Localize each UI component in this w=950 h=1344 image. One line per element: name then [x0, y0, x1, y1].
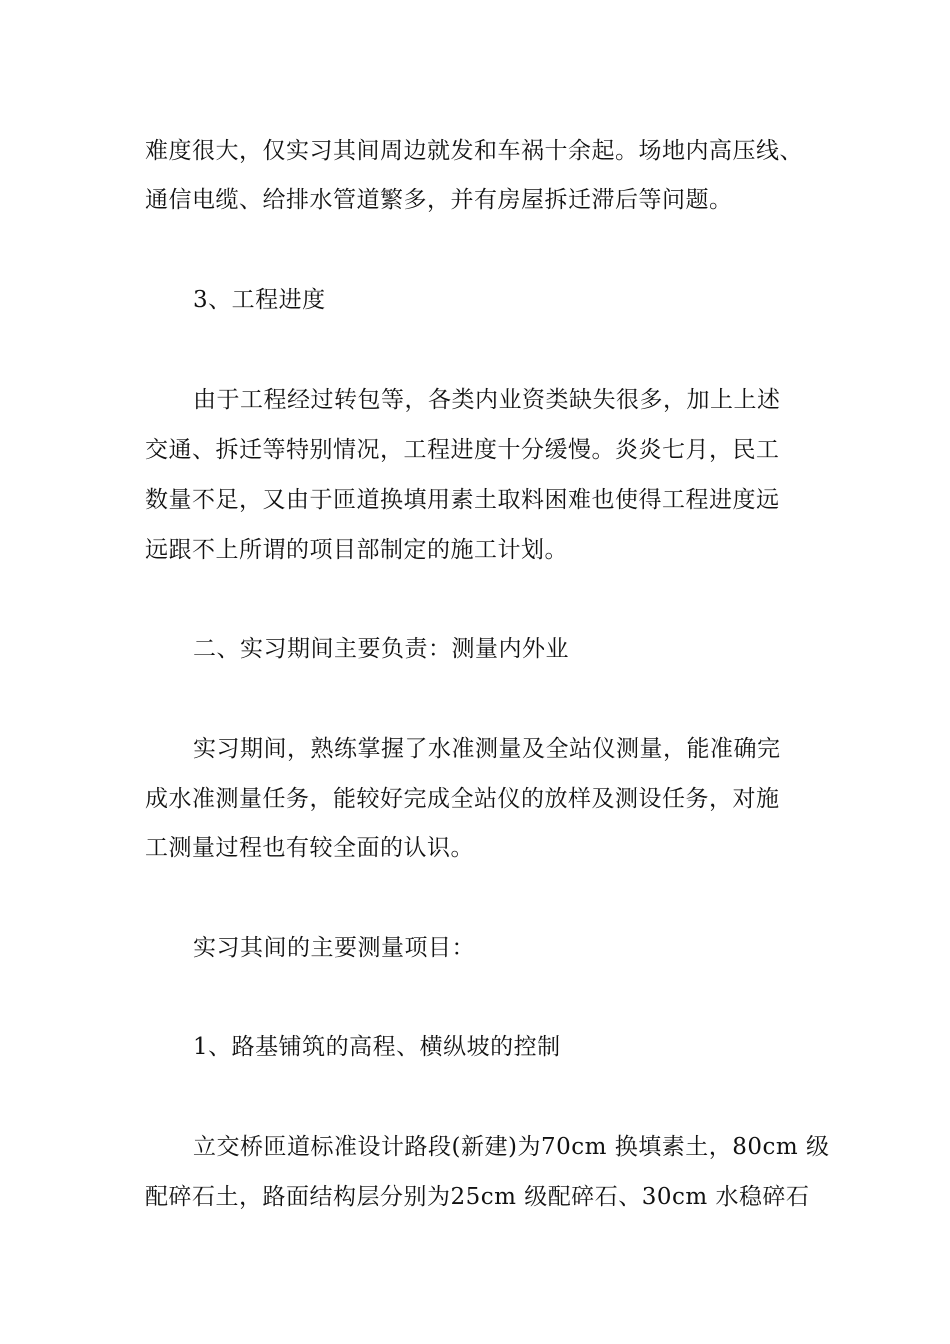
- section-heading: 二、实习期间主要负责：测量内外业: [193, 636, 569, 662]
- paragraph-line: 由于工程经过转包等，各类内业资类缺失很多，加上上述: [193, 387, 781, 413]
- paragraph-line: 配碎石土，路面结构层分别为25cm 级配碎石、30cm 水稳碎石: [145, 1184, 810, 1210]
- paragraph-line: 成水准测量任务，能较好完成全站仪的放样及测设任务，对施: [145, 786, 780, 812]
- section-heading: 1、路基铺筑的高程、横纵坡的控制: [193, 1034, 561, 1060]
- paragraph-line: 远跟不上所谓的项目部制定的施工计划。: [145, 537, 568, 563]
- paragraph-line: 交通、拆迁等特别情况，工程进度十分缓慢。炎炎七月，民工: [145, 437, 780, 463]
- paragraph-line: 立交桥匝道标准设计路段(新建)为70cm 换填素土，80cm 级: [193, 1134, 830, 1160]
- paragraph-line: 工测量过程也有较全面的认识。: [145, 835, 474, 861]
- section-heading: 3、工程进度: [193, 287, 326, 313]
- paragraph-line: 实习其间的主要测量项目：: [193, 935, 475, 961]
- paragraph-line: 数量不足，又由于匝道换填用素土取料困难也使得工程进度远: [145, 487, 780, 513]
- paragraph-line: 难度很大，仅实习其间周边就发和车祸十余起。场地内高压线、: [145, 138, 803, 164]
- paragraph-line: 实习期间，熟练掌握了水准测量及全站仪测量，能准确完: [193, 736, 781, 762]
- paragraph-line: 通信电缆、给排水管道繁多，并有房屋拆迁滞后等问题。: [145, 187, 733, 213]
